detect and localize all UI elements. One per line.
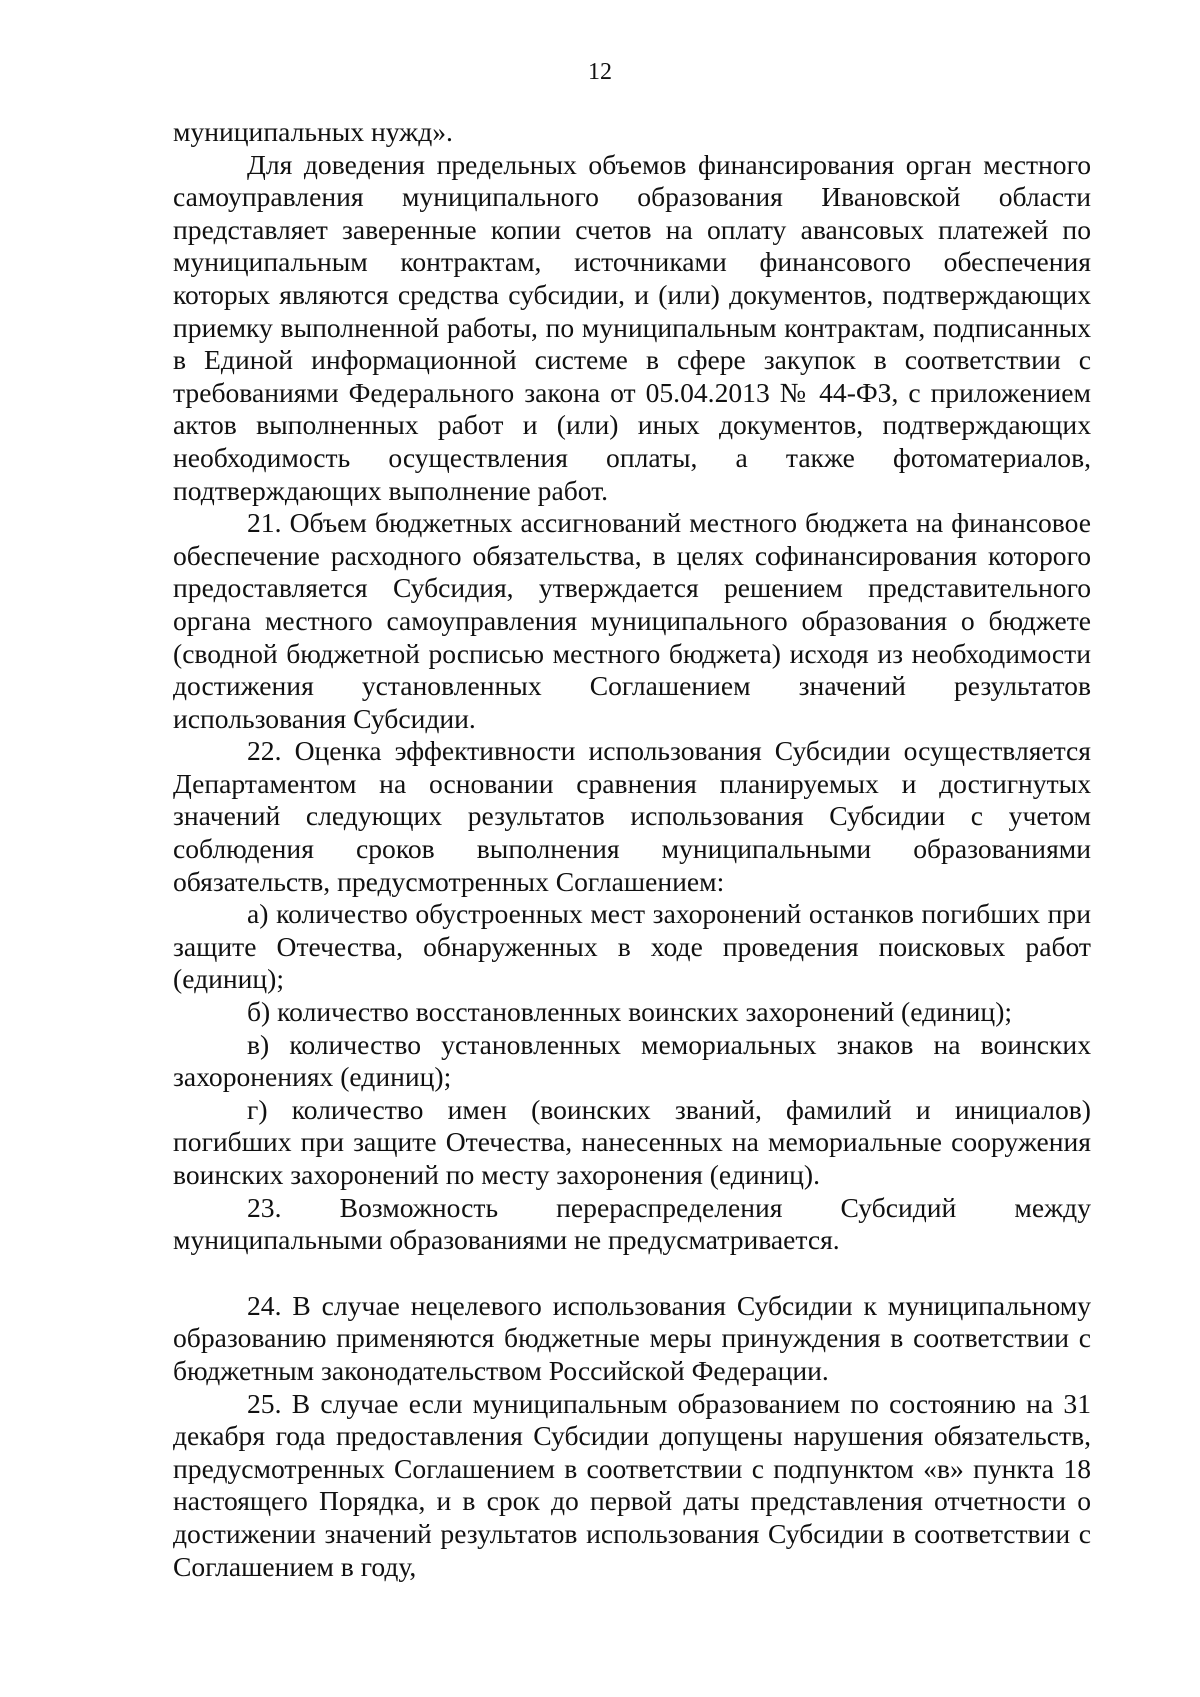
paragraph-24: 24. В случае нецелевого использования Субсидии к муниципальному образованию применяются бюджетные меры принуждения в соответствии с бюджетным законодательством Российской Федерации. [173, 1289, 1091, 1386]
paragraph-25: 25. В случае если муниципальным образованием по состоянию на 31 декабря года предоставления Субсидии допущены нарушения обязательств, предусмотренных Соглашением в соответствии с подпунктом «в» пункта 18 настоящего Порядка, и в срок до первой даты представления отчетности о достижении значений результатов использования Субсидии в соответствии с Соглашением в году, [173, 1387, 1091, 1582]
paragraph-23: 23. Возможность перераспределения Субсидий между муниципальными образованиями не предусматривается. [173, 1191, 1091, 1256]
list-item-a: а) количество обустроенных мест захоронений останков погибших при защите Отечества, обнаруженных в ходе проведения поисковых работ (единиц); [173, 898, 1091, 995]
paragraph-21: 21. Объем бюджетных ассигнований местного бюджета на финансовое обеспечение расходного обязательства, в целях софинансирования которого предоставляется Субсидия, утверждается решением представительного органа местного самоуправления муниципального образования о бюджете (сводной бюджетной росписью местного бюджета) исходя из необходимости достижения установленных Соглашением значений результатов использования Субсидии. [173, 507, 1091, 734]
list-item-g: г) количество имен (воинских званий, фамилий и инициалов) погибших при защите Отечества, нанесенных на мемориальные сооружения воинских захоронений по месту захоронения (единиц). [173, 1093, 1091, 1190]
page-number: 12 [588, 59, 612, 85]
paragraph-22: 22. Оценка эффективности использования Субсидии осуществляется Департаментом на основании сравнения планируемых и достигнутых значений следующих результатов использования Субсидии с учетом соблюдения сроков выполнения муниципальными образованиями обязательств, предусмотренных Соглашением: [173, 735, 1091, 897]
list-item-v: в) количество установленных мемориальных знаков на воинских захоронениях (единиц); [173, 1028, 1091, 1093]
paragraph-continuation: муниципальных нужд». [173, 116, 453, 147]
list-item-b: б) количество восстановленных воинских захоронений (единиц); [247, 996, 1013, 1028]
document-body [173, 116, 1091, 1583]
paragraph-financing-limits: Для доведения предельных объемов финансирования орган местного самоуправления муниципального образования Ивановской области представляет заверенные копии счетов на оплату авансовых платежей по муниципальным контрактам, источниками финансового обеспечения которых являются средства субсидии, и (или) документов, подтверждающих приемку выполненной работы, по муниципальным контрактам, подписанных в Единой информационной системе в сфере закупок в соответствии с требованиями Федерального закона от 05.04.2013 № 44-ФЗ, с приложением актов выполненных работ и (или) иных документов, подтверждающих необходимость осуществления оплаты, а также фотоматериалов, подтверждающих выполнение работ. [173, 148, 1091, 506]
